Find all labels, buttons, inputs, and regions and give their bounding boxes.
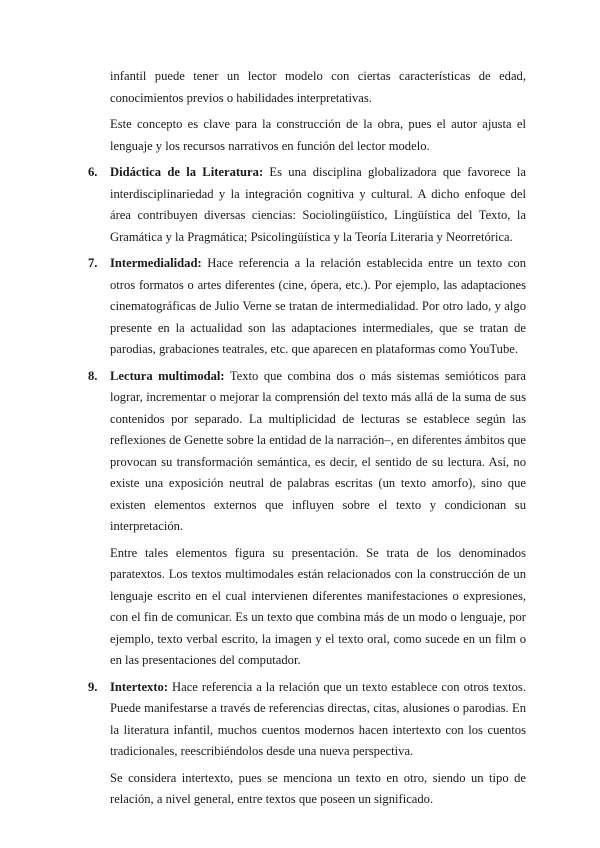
intro-paragraph: Este concepto es clave para la construcción de la obra, pues el autor ajusta el lenguaje y los recursos narrativos en función del lector modelo.	[110, 117, 526, 153]
list-item-7	[88, 253, 526, 361]
item-term: Intermedialidad:	[110, 256, 202, 270]
item-paragraph-continued: Entre tales elementos figura su presentación. Se trata de los denominados paratextos. Los textos multimodales están relacionados con la construcción de un lenguaje escrito en el cual intervienen diferentes manifestaciones o expresiones, con el fin de comunicar. Es un texto que combina más de un modo o lenguaje, por ejemplo, texto verbal escrito, la imagen y el texto oral, como sucede en un film o en las presentaciones del computador.	[110, 545, 526, 667]
item-text: Texto que combina dos o más sistemas semióticos para lograr, incrementar o mejorar la comprensión del texto más allá de la suma de sus contenidos por separado. La multiplicidad de lecturas se establece según las reflexiones de Genette sobre la entidad de la narración–, en diferentes ámbitos que provocan su transformación semántica, es decir, el sentido de su lectura. Así, no existe una exposición neutral de palabras escritas (un texto amorfo), sino que existen elementos externos que influyen sobre el texto y condicionan su interpretación.	[110, 368, 526, 533]
list-item-8	[88, 366, 526, 672]
item-text: Es una disciplina globalizadora que favorece la interdisciplinariedad y la integración cognitiva y cultural. A dicho enfoque del área contribuyen diversas ciencias: Sociolingüístico, Lingüística del Texto, la Gramática y la Pragmática; Psicolingüística y la Teoría Literaria y Neorretórica.	[110, 165, 526, 244]
item-paragraph-continued: Se considera intertexto, pues se menciona un texto en otro, siendo un tipo de relación, a nivel general, entre textos que poseen un significado.	[110, 770, 526, 806]
item-number: 7.	[88, 256, 98, 270]
item-number: 6.	[88, 165, 98, 179]
intro-continuation: infantil puede tener un lector modelo con ciertas características de edad, conocimientos previos o habilidades interpretativas.	[110, 69, 526, 105]
item-term: Lectura multimodal:	[110, 368, 225, 383]
item-paragraph	[110, 366, 526, 538]
item-text: Hace referencia a la relación establecida entre un texto con otros formatos o artes diferentes (cine, ópera, etc.). Por ejemplo, las adaptaciones cinematográficas de Julio Verne se tratan de intermedialidad. Por otro lado, y algo presente en la actualidad son las adaptaciones intermediales, que se tratan de parodias, grabaciones teatrales, etc. que aparecen en plataformas como YouTube.	[110, 256, 526, 356]
item-term: Didáctica de la Literatura:	[110, 165, 264, 179]
item-text: Hace referencia a la relación que un texto establece con otros textos. Puede manifestarse a través de referencias directas, citas, alusiones o parodias. En la literatura infantil, muchos cuentos modernos hacen intertexto con los cuentos tradicionales, reescribiéndolos desde una nueva perspectiva.	[110, 679, 526, 758]
item-paragraph	[110, 677, 526, 763]
item-paragraph	[110, 162, 526, 248]
item-term: Intertexto:	[110, 679, 169, 694]
item-number: 9.	[88, 679, 98, 694]
list-item-6	[88, 162, 526, 248]
list-item-9	[88, 677, 526, 811]
item-number: 8.	[88, 368, 98, 383]
item-paragraph	[110, 253, 526, 361]
document-body	[88, 66, 526, 816]
